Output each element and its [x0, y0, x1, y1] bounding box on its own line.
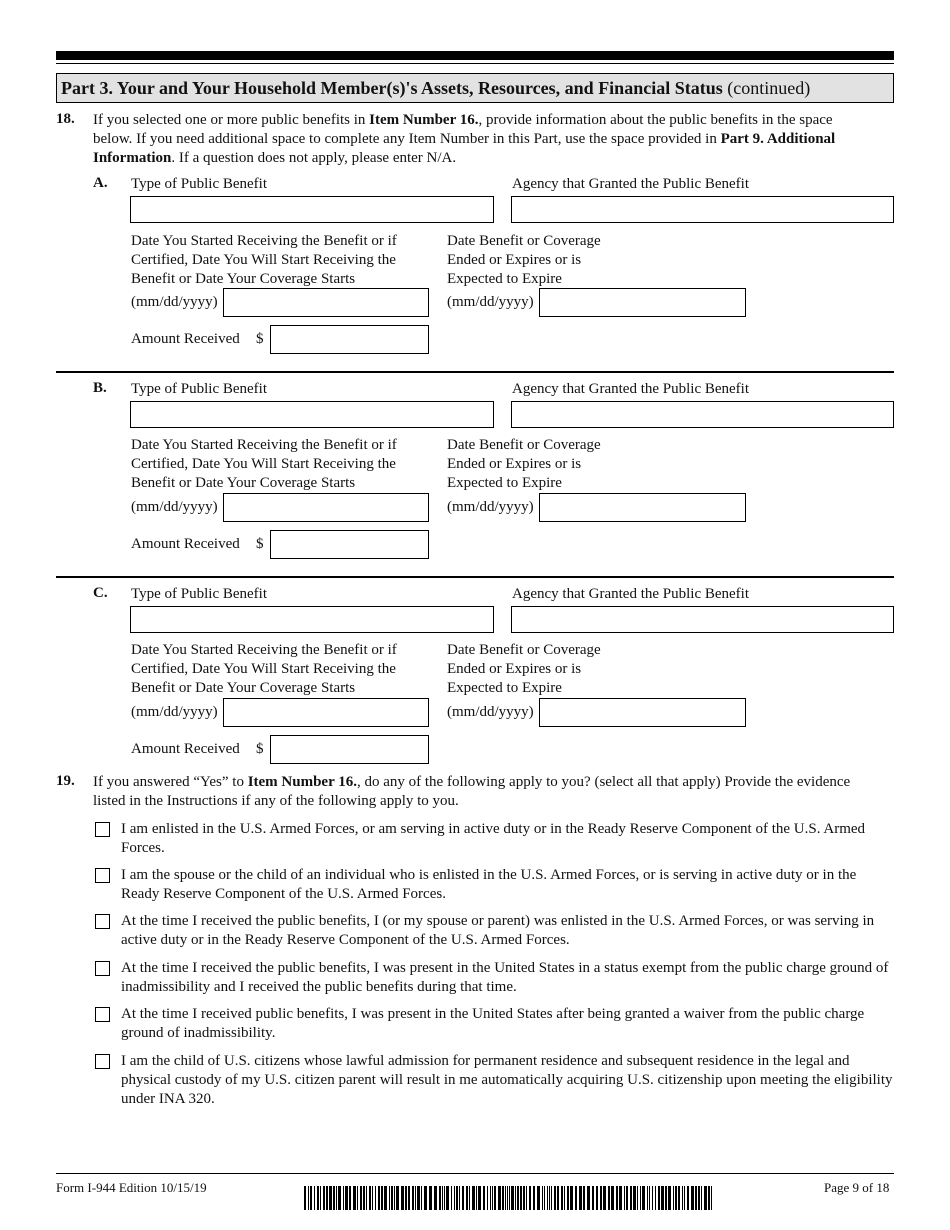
section-divider	[56, 371, 894, 373]
part-continued: (continued)	[722, 78, 811, 98]
end-date-format: (mm/dd/yyyy)	[447, 704, 534, 720]
agency-label: Agency that Granted the Public Benefit	[512, 586, 750, 602]
question-number-19: 19.	[56, 773, 75, 789]
option-checkbox[interactable]	[95, 1007, 110, 1022]
form-edition: Form I-944 Edition 10/15/19	[56, 1180, 207, 1195]
section-divider	[56, 576, 894, 578]
end-date-label: Date Benefit or Coverage Ended or Expires or is Expected to Expire	[447, 437, 601, 491]
question-number-18: 18.	[56, 111, 75, 127]
part-title: Part 3. Your and Your Household Member(s)'s Assets, Resources, and Financial Status	[61, 78, 723, 98]
amount-received-input[interactable]	[270, 735, 429, 764]
question-19-intro: If you answered “Yes” to Item Number 16., do any of the following apply to you? (select all that apply) Provide the evidence listed in the Instructions if any of the following apply to you.	[93, 774, 851, 809]
amount-received-label: Amount Received	[131, 536, 240, 552]
top-thin-rule	[56, 63, 894, 64]
amount-received-input[interactable]	[270, 530, 429, 559]
amount-received-label: Amount Received	[131, 331, 240, 347]
start-date-label: Date You Started Receiving the Benefit or if Certified, Date You Will Start Receiving the Benefit or Date Your Coverage Starts	[131, 233, 397, 287]
start-date-input[interactable]	[223, 288, 429, 317]
option-label: I am the child of U.S. citizens whose lawful admission for permanent residence and subsequent residence in the legal and physical custody of my U.S. citizen parent will result in me automatically acquiring U.S. citizenship upon meeting the eligibility under INA 320.	[121, 1053, 893, 1107]
top-rule	[56, 51, 894, 60]
start-date-input[interactable]	[223, 493, 429, 522]
agency-input[interactable]	[511, 606, 894, 633]
end-date-input[interactable]	[539, 698, 746, 727]
option-label: At the time I received public benefits, I was present in the United States after being granted a waiver from the public charge ground of inadmissibility.	[121, 1006, 865, 1041]
option-label: At the time I received the public benefits, I was present in the United States in a status exempt from the public charge ground of inadmissibility and I received the public benefits during that time.	[121, 960, 889, 995]
start-date-format: (mm/dd/yyyy)	[131, 499, 218, 515]
end-date-label: Date Benefit or Coverage Ended or Expires or is Expected to Expire	[447, 233, 601, 287]
option-checkbox[interactable]	[95, 868, 110, 883]
end-date-format: (mm/dd/yyyy)	[447, 499, 534, 515]
barcode	[304, 1186, 712, 1210]
option-checkbox[interactable]	[95, 961, 110, 976]
start-date-format: (mm/dd/yyyy)	[131, 294, 218, 310]
option-checkbox[interactable]	[95, 1054, 110, 1069]
type-of-benefit-input[interactable]	[130, 196, 494, 223]
start-date-label: Date You Started Receiving the Benefit or if Certified, Date You Will Start Receiving the Benefit or Date Your Coverage Starts	[131, 437, 397, 491]
type-of-benefit-label: Type of Public Benefit	[131, 176, 268, 192]
start-date-format: (mm/dd/yyyy)	[131, 704, 218, 720]
section-letter: A.	[93, 175, 108, 191]
end-date-label: Date Benefit or Coverage Ended or Expires or is Expected to Expire	[447, 642, 601, 696]
option-checkbox[interactable]	[95, 914, 110, 929]
option-label: At the time I received the public benefits, I (or my spouse or parent) was enlisted in the U.S. Armed Forces, or was serving in active duty or in the Ready Reserve Component of the U.S. Armed Forces.	[121, 913, 875, 948]
page-number: Page 9 of 18	[824, 1180, 890, 1195]
type-of-benefit-label: Type of Public Benefit	[131, 381, 268, 397]
option-label: I am enlisted in the U.S. Armed Forces, or am serving in active duty or in the Ready Reserve Component of the U.S. Armed Forces.	[121, 821, 866, 856]
end-date-format: (mm/dd/yyyy)	[447, 294, 534, 310]
agency-input[interactable]	[511, 196, 894, 223]
agency-input[interactable]	[511, 401, 894, 428]
type-of-benefit-input[interactable]	[130, 401, 494, 428]
agency-label: Agency that Granted the Public Benefit	[512, 381, 750, 397]
amount-received-label: Amount Received	[131, 741, 240, 757]
part-header	[56, 73, 894, 103]
end-date-input[interactable]	[539, 493, 746, 522]
end-date-input[interactable]	[539, 288, 746, 317]
amount-received-input[interactable]	[270, 325, 429, 354]
currency-symbol: $	[256, 741, 264, 757]
footer-rule	[56, 1173, 894, 1174]
currency-symbol: $	[256, 536, 264, 552]
section-letter: C.	[93, 585, 108, 601]
question-18-intro: If you selected one or more public benefits in Item Number 16., provide information about the public benefits in the space below. If you need additional space to complete any Item Number in this Part, use the space provided in Part 9. Additional Information. If a question does not apply, please enter N/A.	[93, 112, 836, 166]
start-date-label: Date You Started Receiving the Benefit or if Certified, Date You Will Start Receiving the Benefit or Date Your Coverage Starts	[131, 642, 397, 696]
option-label: I am the spouse or the child of an individual who is enlisted in the U.S. Armed Forces, or is serving in active duty or in the Ready Reserve Component of the U.S. Armed Forces.	[121, 867, 857, 902]
option-checkbox[interactable]	[95, 822, 110, 837]
section-letter: B.	[93, 380, 107, 396]
start-date-input[interactable]	[223, 698, 429, 727]
agency-label: Agency that Granted the Public Benefit	[512, 176, 750, 192]
type-of-benefit-input[interactable]	[130, 606, 494, 633]
currency-symbol: $	[256, 331, 264, 347]
type-of-benefit-label: Type of Public Benefit	[131, 586, 268, 602]
